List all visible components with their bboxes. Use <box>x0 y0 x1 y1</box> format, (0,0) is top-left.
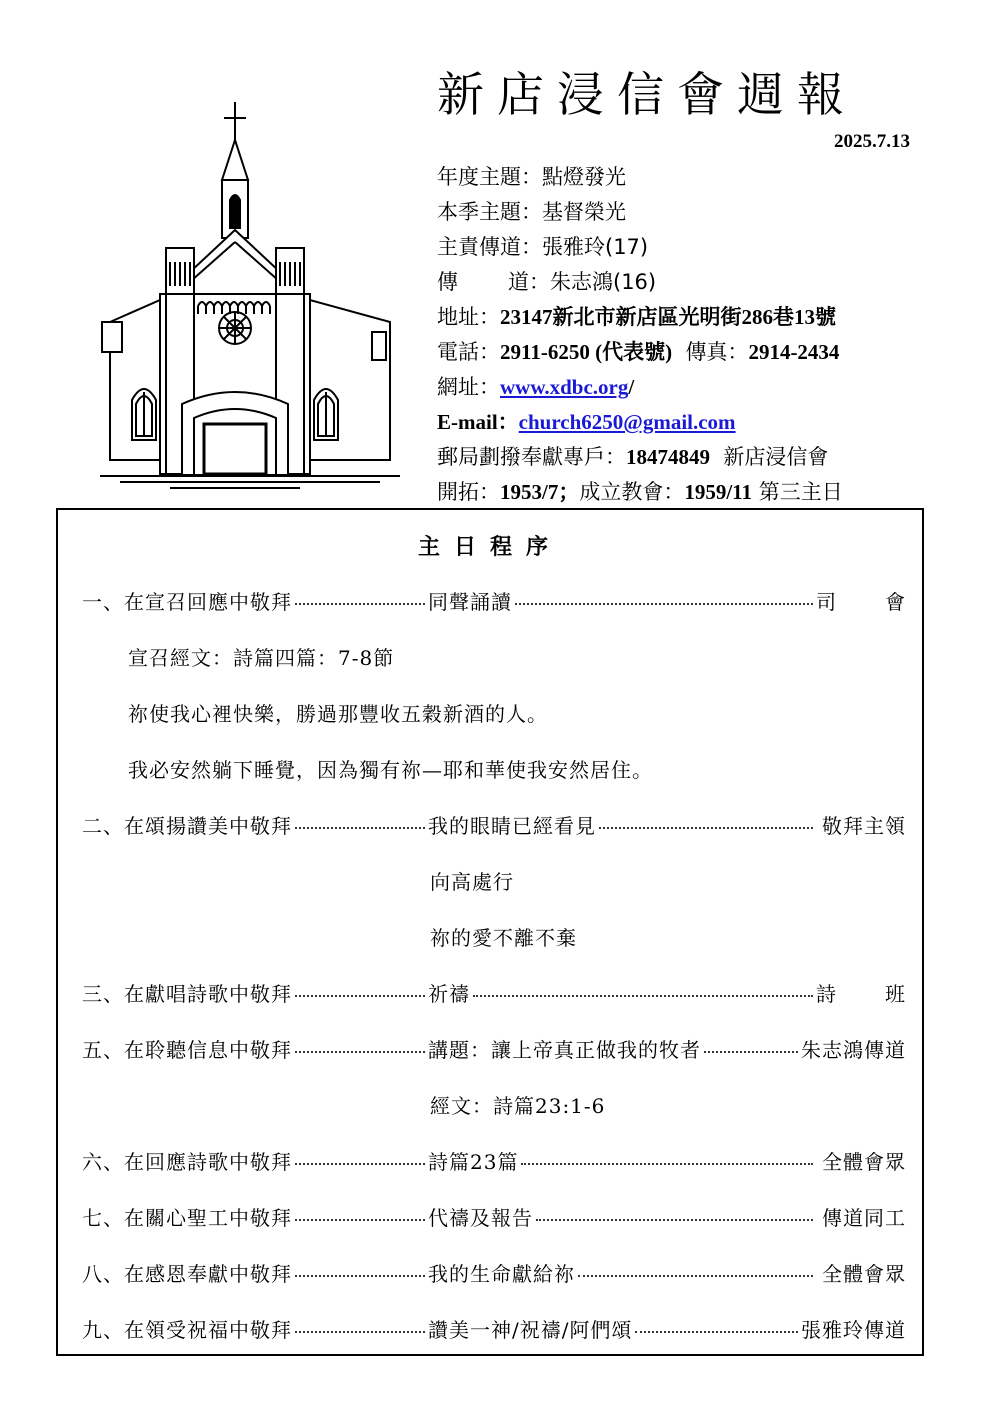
dot-leader <box>578 1275 813 1277</box>
bulletin-date: 2025.7.13 <box>834 131 910 152</box>
call-verse-1: 祢使我心裡快樂，勝過那豐收五穀新酒的人。 <box>128 702 548 726</box>
church-info <box>437 160 977 510</box>
program-title: 主日程序 <box>417 534 562 560</box>
church-illustration <box>100 100 400 495</box>
program-part: 五、在聆聽信息中敬拜 <box>82 1038 292 1062</box>
website: 網址：www.xdbc.org/ <box>437 375 635 399</box>
dot-leader <box>295 827 425 829</box>
bulletin-title: 新店浸信會週報 <box>437 68 857 123</box>
program-person: 朱志鴻傳道 <box>801 1038 906 1062</box>
dot-leader <box>704 1051 798 1053</box>
preacher: 傳 道：朱志鴻(16) <box>437 270 657 294</box>
program-row <box>82 1314 906 1344</box>
program-person: 詩班 <box>816 982 906 1006</box>
program-person: 張雅玲傳道 <box>801 1318 906 1342</box>
program-row <box>82 1034 906 1064</box>
program-item: 同聲誦讀 <box>428 590 512 614</box>
program-part: 八、在感恩奉獻中敬拜 <box>82 1262 292 1286</box>
dot-leader <box>599 827 813 829</box>
lead-pastor: 主責傳道：張雅玲(17) <box>437 235 649 259</box>
program-row <box>82 978 906 1008</box>
call-scripture: 宣召經文：詩篇四篇：7-8節 <box>128 646 395 670</box>
program-person: 全體會眾 <box>822 1150 906 1174</box>
program-item: 讚美一神/祝禱/阿們頌 <box>428 1318 633 1342</box>
program-row <box>82 586 906 616</box>
worship-song-2: 向高處行 <box>430 870 514 894</box>
program-part: 六、在回應詩歌中敬拜 <box>82 1150 292 1174</box>
dot-leader <box>515 603 813 605</box>
address: 地址：23147新北市新店區光明街286巷13號 <box>437 305 836 329</box>
worship-song-3: 祢的愛不離不棄 <box>430 926 577 950</box>
founding-info: 開拓：1953/7；成立教會：1959/11 第三主日 <box>437 480 843 504</box>
annual-theme: 年度主題：點燈發光 <box>437 165 626 189</box>
dot-leader <box>295 603 425 605</box>
dot-leader <box>295 995 425 997</box>
program-person: 司會 <box>816 590 906 614</box>
program-item: 代禱及報告 <box>428 1206 533 1230</box>
dot-leader <box>295 1275 425 1277</box>
sermon-scripture: 經文：詩篇23:1-6 <box>430 1094 606 1118</box>
postal-account: 郵局劃撥奉獻專戶：18474849 新店浸信會 <box>437 445 829 469</box>
website-link[interactable]: www.xdbc.org <box>500 375 629 399</box>
program-person: 傳道同工 <box>822 1206 906 1230</box>
dot-leader <box>295 1219 425 1221</box>
program-item: 祈禱 <box>428 982 470 1006</box>
worship-program <box>56 508 924 1356</box>
email-link[interactable]: church6250@gmail.com <box>518 410 736 434</box>
season-theme: 本季主題：基督榮光 <box>437 200 626 224</box>
dot-leader <box>295 1051 425 1053</box>
dot-leader <box>295 1163 425 1165</box>
program-row <box>82 1202 906 1232</box>
dot-leader <box>295 1331 425 1333</box>
program-person: 全體會眾 <box>822 1262 906 1286</box>
dot-leader <box>536 1219 813 1221</box>
program-part: 二、在頌揚讚美中敬拜 <box>82 814 292 838</box>
program-row <box>82 1258 906 1288</box>
program-item: 我的生命獻給祢 <box>428 1262 575 1286</box>
program-item: 詩篇23篇 <box>428 1150 519 1174</box>
program-row <box>82 810 906 840</box>
dot-leader <box>473 995 813 997</box>
program-part: 三、在獻唱詩歌中敬拜 <box>82 982 292 1006</box>
program-row <box>82 1146 906 1176</box>
program-person: 敬拜主領 <box>822 814 906 838</box>
phone-fax: 電話：2911-6250 (代表號) 傳真：2914-2434 <box>437 340 840 364</box>
program-part: 七、在關心聖工中敬拜 <box>82 1206 292 1230</box>
email: E-mail：church6250@gmail.com <box>437 410 736 434</box>
dot-leader <box>521 1163 813 1165</box>
program-item: 我的眼睛已經看見 <box>428 814 596 838</box>
program-part: 一、在宣召回應中敬拜 <box>82 590 292 614</box>
program-item: 講題：讓上帝真正做我的牧者 <box>428 1038 701 1062</box>
program-part: 九、在領受祝福中敬拜 <box>82 1318 292 1342</box>
dot-leader <box>635 1331 798 1333</box>
call-verse-2: 我必安然躺下睡覺，因為獨有祢—耶和華使我安然居住。 <box>128 758 653 782</box>
